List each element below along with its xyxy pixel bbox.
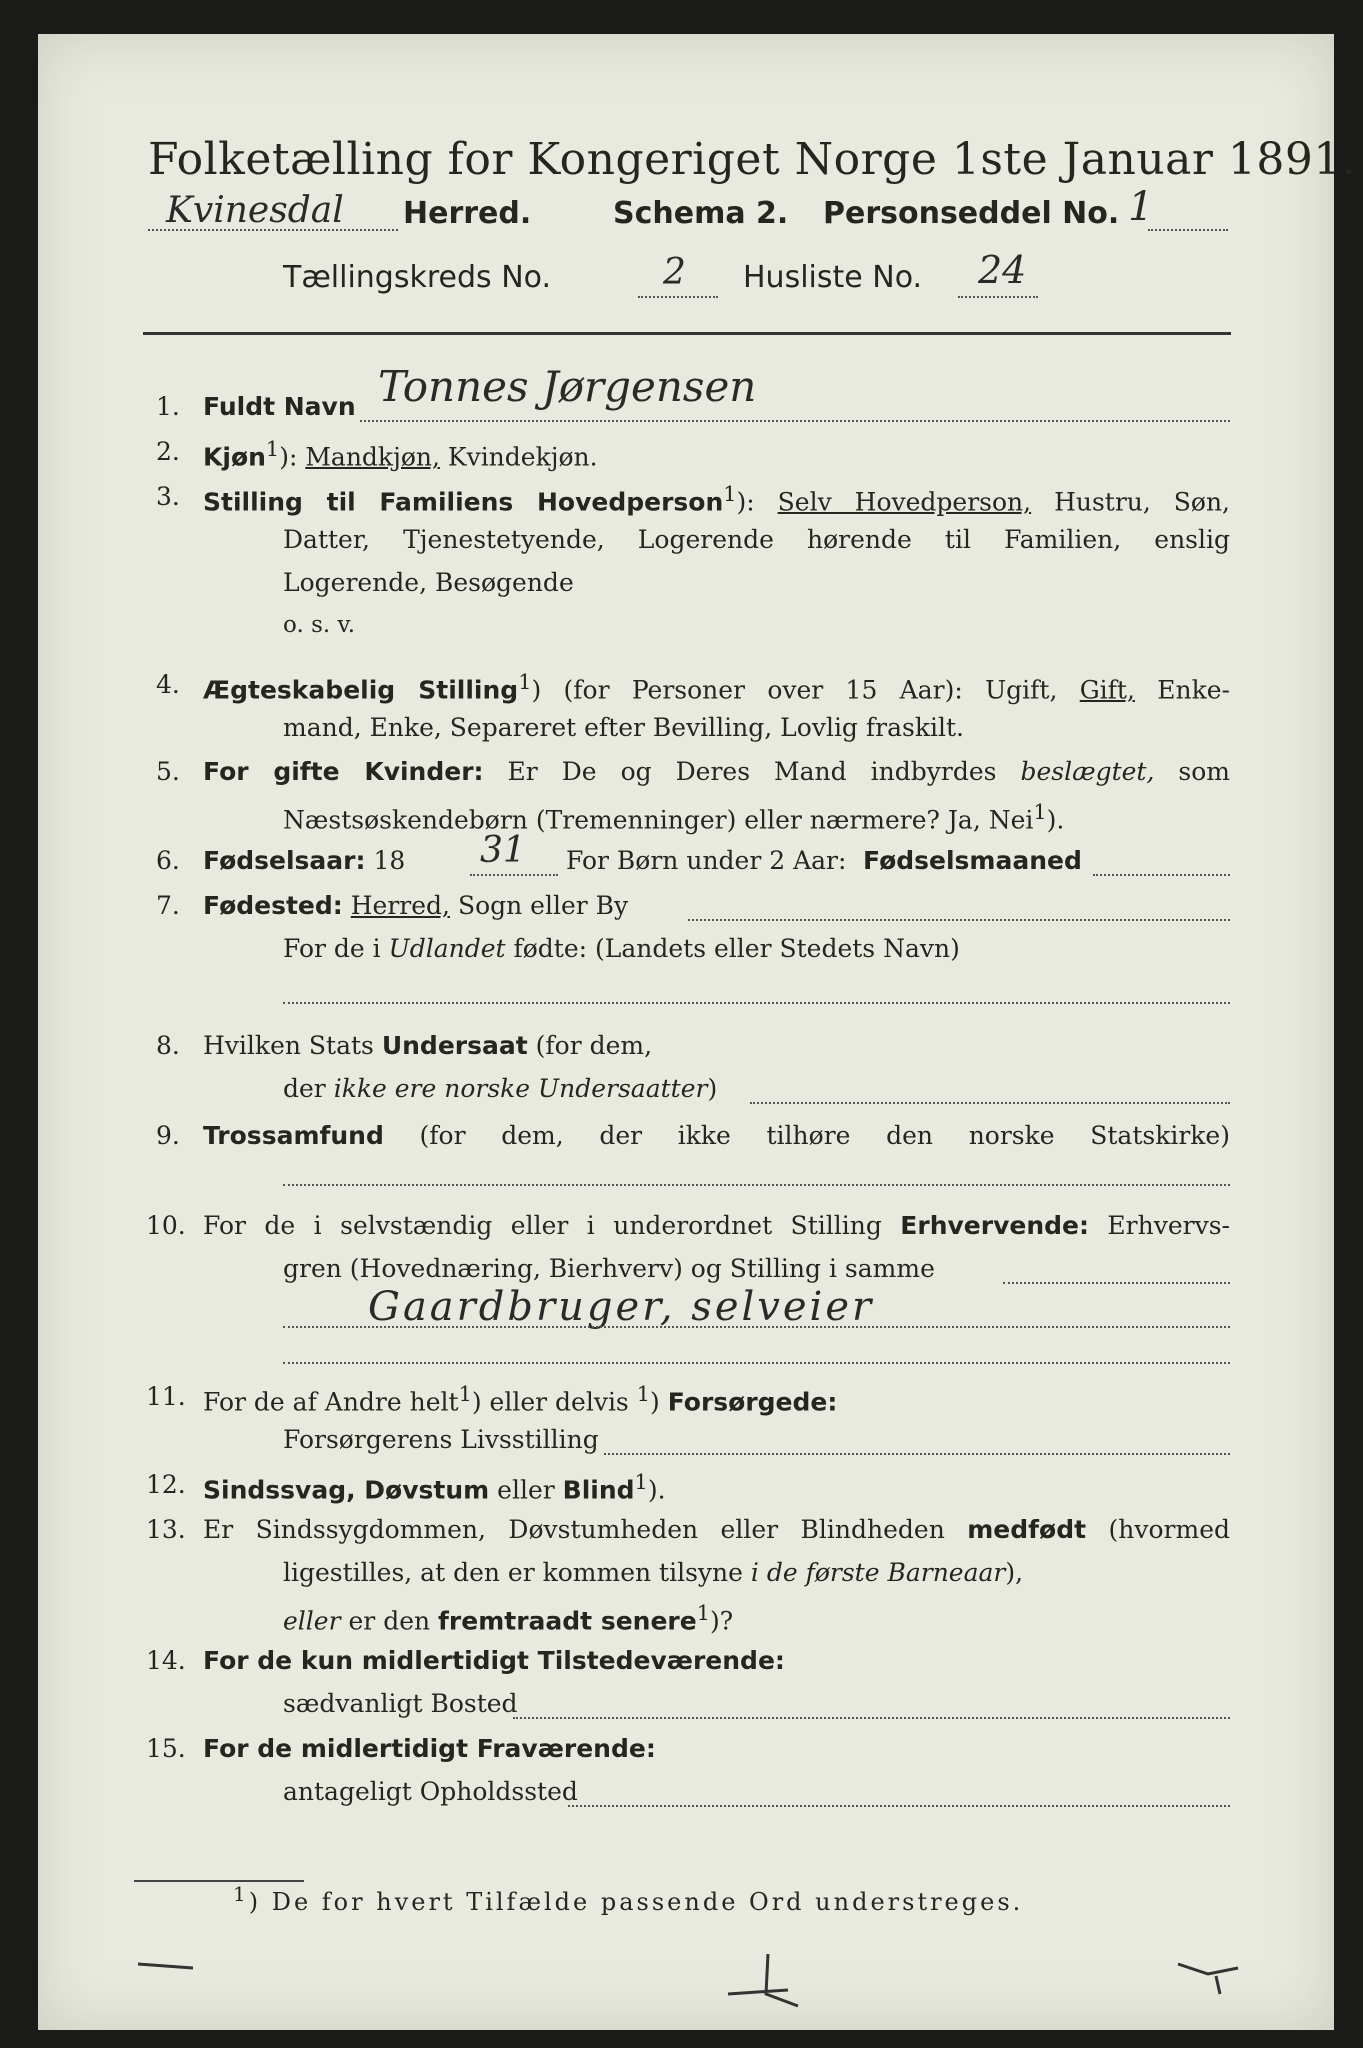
q7-dotted-line (688, 919, 1230, 921)
q6-label: Fødselsaar: (203, 846, 366, 875)
q4-tail: Enke- (1157, 675, 1230, 705)
footnote (233, 1882, 1023, 1916)
q8-line2b: ) (707, 1074, 718, 1103)
q3-line3: Logerende, Besøgende (283, 568, 574, 597)
q4-sup: 1 (518, 670, 532, 694)
q12-label1: Sindssvag, Døvstum (203, 1475, 490, 1505)
q14-number: 14. (146, 1646, 186, 1675)
q13-line2i: i de første Barneaar (750, 1558, 1006, 1587)
q8-label: Undersaat (381, 1031, 528, 1060)
q13-line3a: er den (348, 1606, 431, 1636)
q7-line2b: fødte: (Landets eller Stedets Navn) (513, 934, 960, 963)
personseddel-dotted-line (1148, 229, 1228, 231)
q10-line1 (203, 1211, 1230, 1240)
q11-line1c: ) (649, 1387, 660, 1417)
q10-label: Erhvervende: (900, 1211, 1089, 1240)
q5-line2-text: Næstsøskendebørn (Tremenninger) eller nærmere? Ja, Nei (283, 805, 1034, 835)
q5-sup: 1 (1033, 800, 1047, 824)
q10-dotted-line (1003, 1282, 1230, 1284)
q10-line1c: Erhvervs- (1107, 1211, 1230, 1240)
header-rule (143, 332, 1231, 335)
q7-label: Fødested: (203, 891, 343, 920)
kreds-label: Tællingskreds No. (283, 260, 551, 295)
q8-line2a: der (283, 1074, 326, 1103)
q2-opt-kvindekjon[interactable]: Kvindekjøn. (447, 442, 598, 472)
q3-line2: Datter, Tjenestetyende, Logerende hørende til Familien, enslig (283, 525, 1230, 554)
q8-line1a: Hvilken Stats (203, 1031, 374, 1060)
q8-line1c: (for dem, (535, 1031, 653, 1060)
husliste-dotted-line (958, 296, 1038, 298)
q12-number: 12. (146, 1470, 186, 1499)
q5-label: For gifte Kvinder: (203, 757, 484, 786)
q1-name-value[interactable]: Tonnes Jørgensen (378, 362, 757, 411)
q11-label: Forsørgede: (667, 1387, 838, 1417)
q15-line2: antageligt Opholdssted (283, 1777, 578, 1806)
q15-dotted-line (568, 1805, 1230, 1807)
q1-number: 1. (156, 392, 180, 421)
q3-number: 3. (156, 482, 180, 511)
q12-mid: eller (497, 1475, 555, 1505)
q13-line2b: ), (1005, 1558, 1024, 1587)
q3-label: Stilling til Familiens Hovedperson (203, 487, 724, 517)
husliste-label: Husliste No. (743, 260, 923, 295)
q8-line2 (283, 1074, 717, 1103)
q7-opt-herred[interactable]: Herred, (350, 891, 450, 920)
q10-number: 10. (146, 1211, 186, 1240)
q14-label: For de kun midlertidigt Tilstedeværende: (203, 1646, 785, 1675)
personseddel-value[interactable]: 1 (1128, 184, 1154, 230)
q10-extra-dotted-line (283, 1362, 1230, 1364)
q11-sup-b: 1 (636, 1382, 650, 1406)
q13-line3b: fremtraadt senere (438, 1606, 697, 1636)
q9-label: Trossamfund (203, 1121, 384, 1150)
q3-opt-selv-hovedperson[interactable]: Selv Hovedperson, (777, 487, 1032, 517)
q5-line1 (203, 757, 1230, 786)
q6-year-dotted-line (470, 874, 558, 876)
q8-line2i: ikke ere norske Undersaatter (333, 1074, 708, 1103)
q2-sup: 1 (265, 437, 280, 461)
q12-line (203, 1470, 666, 1504)
q2-label: Kjøn (203, 442, 266, 472)
q1-label: Fuldt Navn (203, 392, 356, 421)
q6-prefix: 18 (373, 846, 406, 875)
schema-label: Schema 2. (613, 196, 789, 231)
footnote-sup: 1 (233, 1882, 249, 1906)
q13-end: )? (709, 1606, 734, 1636)
q4-label: Ægteskabelig Stilling (203, 675, 519, 705)
q7-line1 (203, 891, 628, 920)
q5-end: ). (1046, 805, 1065, 835)
q2-line (203, 437, 598, 471)
q13-line1c: (hvormed (1108, 1515, 1230, 1544)
q11-line1 (203, 1382, 837, 1416)
q7-abroad-dotted-line (283, 1002, 1230, 1004)
husliste-value[interactable]: 24 (978, 248, 1027, 292)
q9-line1 (203, 1121, 1230, 1150)
q4-number: 4. (156, 670, 180, 699)
q11-dotted-line (604, 1453, 1230, 1455)
footnote-text: ) De for hvert Tilfælde passende Ord understreges. (248, 1888, 1024, 1916)
q6-label2: Fødselsmaaned (863, 846, 1082, 875)
q9-dotted-line (283, 1184, 1230, 1186)
q13-line1 (203, 1515, 1230, 1544)
personseddel-label: Personseddel No. (823, 196, 1120, 231)
q10-occupation-value[interactable]: Gaardbruger, selveier (368, 1284, 875, 1330)
q3-sup: 1 (723, 482, 737, 506)
census-form-sheet (38, 34, 1357, 2030)
herred-value[interactable]: Kvinesdal (166, 190, 344, 231)
q13-number: 13. (146, 1515, 186, 1544)
q11-line1b: ) eller delvis (471, 1387, 629, 1417)
q9-rest: (for dem, der ikke tilhøre den norske Statskirke) (419, 1121, 1230, 1150)
q12-label2: Blind (562, 1475, 635, 1505)
q6-month-dotted-line (1093, 874, 1230, 876)
q7-line2i: Udlandet (388, 934, 506, 963)
q5-tail: som (1178, 757, 1231, 786)
kreds-value[interactable]: 2 (663, 252, 686, 293)
q12-sup: 1 (634, 1470, 648, 1494)
q8-dotted-line (750, 1102, 1230, 1104)
q5-text: Er De og Deres Mand indbyrdes (507, 757, 997, 786)
q8-line1 (203, 1031, 652, 1060)
q4-opt-gift[interactable]: Gift, (1079, 675, 1135, 705)
q13-line3i: eller (283, 1606, 341, 1636)
kreds-dotted-line (638, 296, 718, 298)
q7-line2 (283, 934, 960, 963)
form-title: Folketælling for Kongeriget Norge 1ste Januar 1891. (148, 134, 1357, 185)
q15-number: 15. (146, 1734, 186, 1763)
q13-line2 (283, 1558, 1023, 1587)
q3-rest1: Hustru, Søn, (1054, 487, 1231, 517)
q3-line4: o. s. v. (283, 612, 356, 638)
q9-number: 9. (156, 1121, 180, 1150)
q13-line1a: Er Sindssygdommen, Døvstumheden eller Blindheden (203, 1515, 945, 1544)
q10-value-dotted-line (283, 1326, 1230, 1328)
q4-line1 (203, 670, 1230, 704)
q11-number: 11. (146, 1382, 186, 1411)
pen-marks-decoration (98, 1924, 1318, 2024)
q14-line2: sædvanligt Bosted (283, 1689, 518, 1718)
q6-mid: For Børn under 2 Aar: (566, 846, 847, 875)
q6-year-value[interactable]: 31 (480, 830, 526, 871)
q3-sep: ): (736, 487, 755, 517)
q2-sep: ): (279, 442, 298, 472)
q3-line1 (203, 482, 1230, 516)
q13-sup: 1 (696, 1601, 710, 1625)
q11-sup-a: 1 (458, 1382, 472, 1406)
q5-italic: beslægtet, (1020, 757, 1155, 786)
q7-number: 7. (156, 891, 180, 920)
q11-line2: Forsørgerens Livsstilling (283, 1425, 599, 1454)
q5-number: 5. (156, 757, 180, 786)
q7-line2a: For de i (283, 934, 381, 963)
q10-line1a: For de i selvstændig eller i underordnet Stilling (203, 1211, 882, 1240)
q8-number: 8. (156, 1031, 180, 1060)
q2-number: 2. (156, 437, 180, 466)
q13-line2a: ligestilles, at den er kommen tilsyne (283, 1558, 743, 1587)
q5-line2 (283, 800, 1064, 834)
q10-line2: gren (Hovednæring, Bierhverv) og Stilling i samme (283, 1254, 935, 1283)
q13-label: medfødt (967, 1515, 1087, 1544)
q14-dotted-line (513, 1717, 1230, 1719)
q11-line1a: For de af Andre helt (203, 1387, 459, 1417)
q4-mid: ) (for Personer over 15 Aar): Ugift, (531, 675, 1058, 705)
q7-rest: Sogn eller By (457, 891, 629, 920)
q12-end: ). (647, 1475, 666, 1505)
q6-number: 6. (156, 846, 180, 875)
q13-line3 (283, 1601, 733, 1635)
q4-line2: mand, Enke, Separeret efter Bevilling, Lovlig fraskilt. (283, 713, 964, 742)
q1-dotted-line (360, 420, 1230, 422)
q6-line (203, 846, 405, 875)
q2-opt-mandkjon[interactable]: Mandkjøn, (305, 442, 440, 472)
herred-label: Herred. (403, 196, 532, 231)
q15-label: For de midlertidigt Fraværende: (203, 1734, 656, 1763)
